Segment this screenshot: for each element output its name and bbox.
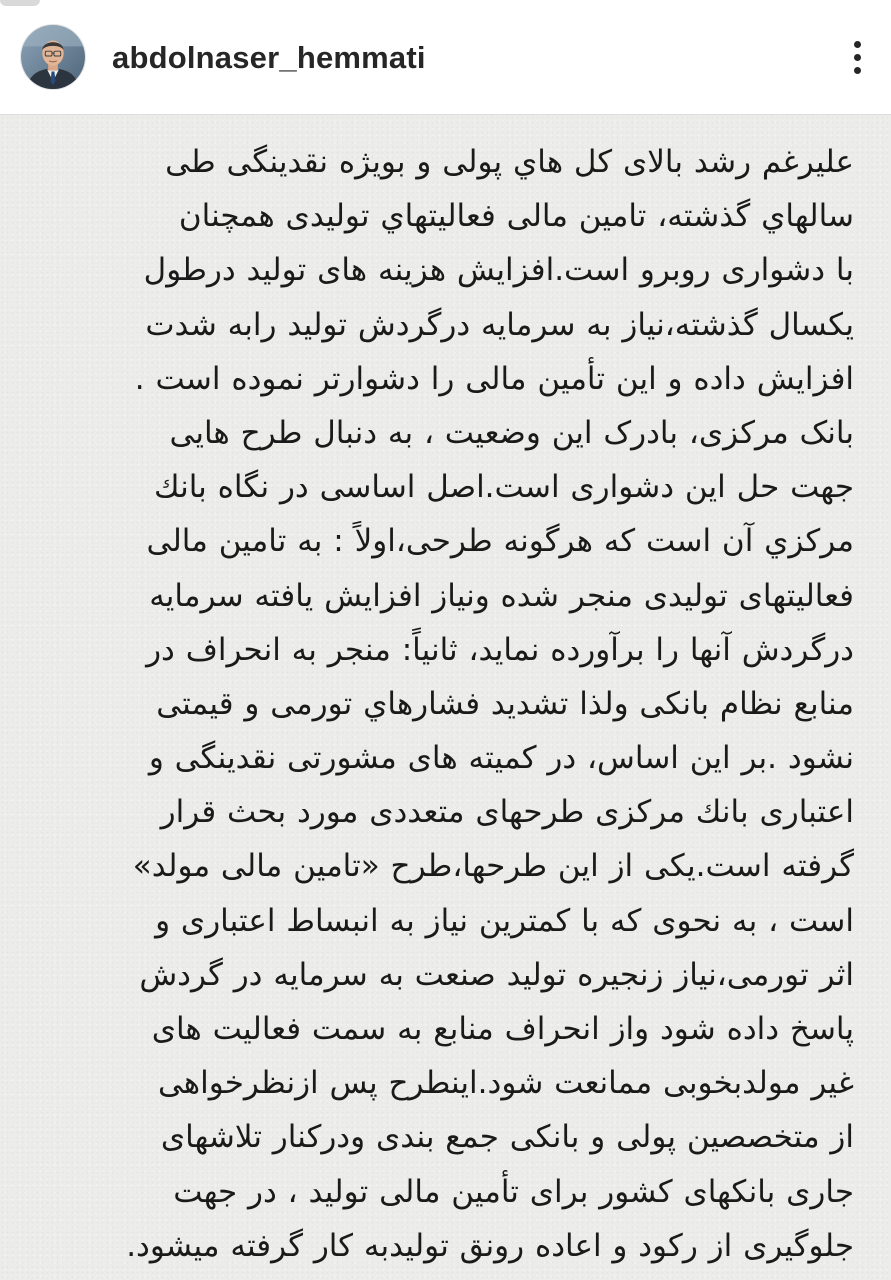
more-vertical-icon-dot-3 bbox=[854, 67, 861, 74]
post-text-line: جاری بانکهای کشور برای تأمین مالی تولید ، در جهت bbox=[173, 1173, 854, 1210]
more-vertical-icon bbox=[854, 41, 861, 48]
post-header bbox=[0, 0, 891, 115]
post-text-line: منابع نظام بانکی ولذا تشدید فشارهاي تورمی و قیمتی bbox=[156, 685, 854, 722]
post-text-line: سالهاي گذشته، تامین مالی فعالیتهاي تولیدی همچنان bbox=[178, 198, 854, 235]
post-text-line: اثر تورمی،نیاز زنجیره تولید صنعت به سرمایه در گردش bbox=[139, 956, 854, 993]
post-text-body bbox=[64, 135, 854, 1273]
more-options-button[interactable] bbox=[836, 36, 878, 78]
post-text-line: افزایش داده و این تأمین مالی را دشوارتر نموده است . bbox=[134, 360, 854, 397]
post-image[interactable] bbox=[0, 115, 891, 1280]
post-text-line: پاسخ داده شود واز انحراف منابع به سمت فعالیت های bbox=[151, 1011, 854, 1047]
post-text-line: جهت حل این دشواری است.اصل اساسی در نگاه بانك bbox=[153, 469, 854, 506]
more-vertical-icon-dot-2 bbox=[854, 54, 861, 61]
post-text-line: فعالیتهای تولیدی منجر شده ونیاز افزایش یافته سرمایه bbox=[149, 577, 854, 614]
post-text-line: اعتباری بانك مرکزی طرحهای متعددی مورد بحث قرار bbox=[160, 794, 854, 831]
post-text-line: یکسال گذشته،نیاز به سرمایه درگردش تولید رابه شدت bbox=[145, 306, 854, 343]
avatar[interactable] bbox=[20, 24, 86, 90]
post-text-line: گرفته است.یکی از این طرحها،طرح «تامین مالی مولد» bbox=[132, 848, 854, 885]
post-text-line: نشود .بر این اساس، در کمیته های مشورتی نقدینگی و bbox=[148, 740, 854, 777]
post-text-line: درگردش آنها را برآورده نماید، ثانیاً: منجر به انحراف در bbox=[146, 631, 854, 668]
post-text-line: با دشواری روبرو است.افزایش هزینه های تولید درطول bbox=[143, 252, 854, 289]
post-text-line: بانک مرکزی، بادرک این وضعیت ، به دنبال طرح هایی bbox=[169, 414, 854, 451]
post-text-line: از متخصصین پولی و بانکی جمع بندی ودرکنار تلاشهای bbox=[160, 1119, 854, 1156]
post-text-line: جلوگیری از رکود و اعاده رونق تولیدبه کار گرفته میشود. bbox=[126, 1227, 854, 1264]
username[interactable]: abdolnaser_hemmati bbox=[112, 40, 426, 75]
post-text-line: مرکزي آن است که هرگونه طرحی،اولاً : به تامین مالی bbox=[146, 523, 854, 560]
profile-photo-icon bbox=[21, 25, 85, 89]
post-text-line: علیرغم رشد بالای کل هاي پولی و بویژه نقدینگی طی bbox=[165, 144, 854, 180]
status-bar-fragment bbox=[0, 0, 40, 6]
post-text-line: غیر مولدبخوبی ممانعت شود.اینطرح پس ازنظرخواهی bbox=[157, 1065, 854, 1102]
post-text-line: است ، به نحوی که با کمترین نیاز به انبساط اعتباری و bbox=[155, 902, 854, 939]
